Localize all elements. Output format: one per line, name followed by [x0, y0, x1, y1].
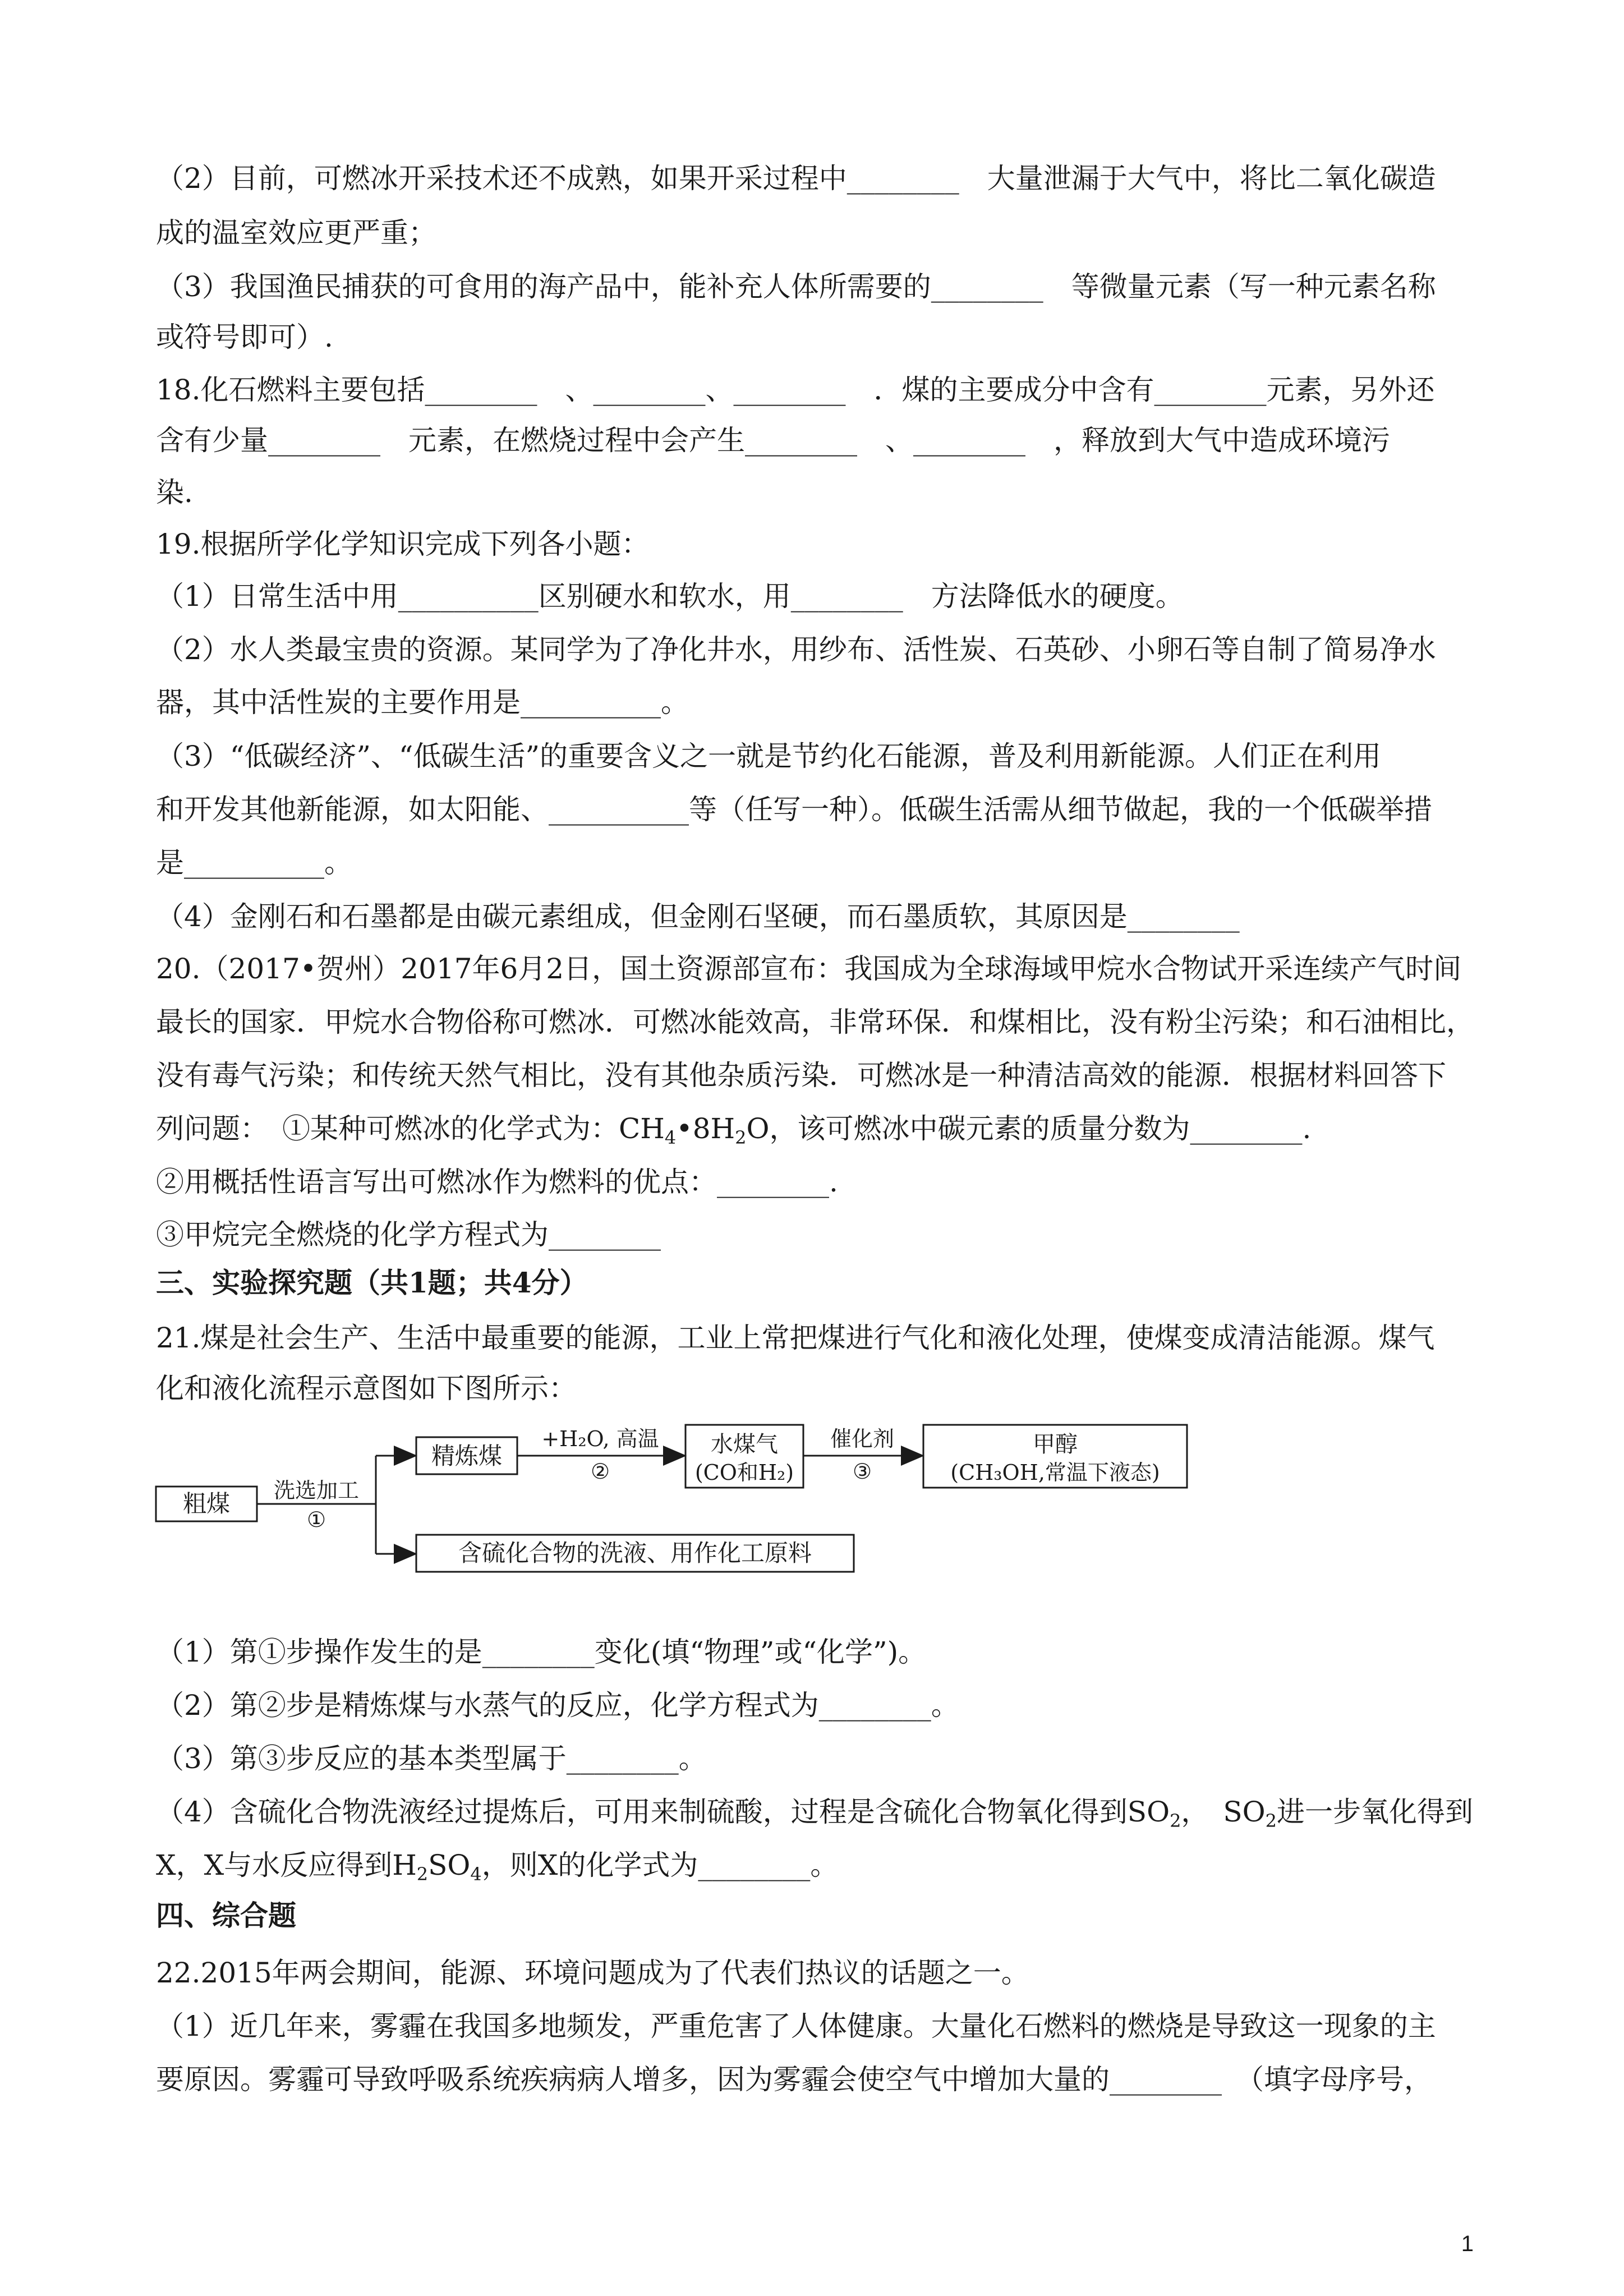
q18-line1: 18.化石燃料主要包括________ 、________、________ ．煤的主要成分中含有________元素，另外还	[156, 374, 1435, 406]
coal-process-flowchart	[151, 1419, 1217, 1582]
methanol-label: 甲醇	[1033, 1432, 1078, 1457]
q21-part4-line2	[156, 1848, 1463, 1885]
step1-label: 洗选加工	[273, 1478, 360, 1503]
page-number: 1	[1461, 2231, 1474, 2256]
q21-part4-line1-sub1: 2	[1170, 1810, 1181, 1832]
q20-line4-sub1: 4	[664, 1127, 677, 1148]
step3-label: 催化剂	[830, 1427, 895, 1451]
q19-title: 19.根据所学化学知识完成下列各小题：	[156, 528, 650, 560]
q19-part2-line2: 器，其中活性炭的主要作用是__________。	[156, 686, 689, 719]
q19-part3-line2: 和开发其他新能源，如太阳能、__________等（任写一种）。低碳生活需从细节做起，我的一个低碳举措	[156, 793, 1432, 826]
water-gas-label: 水煤气	[711, 1432, 778, 1457]
q21-part4-line1-lead: （4）含硫化合物洗液经过提炼后，可用来制硫酸，过程是含硫化合物氧化得到SO	[156, 1796, 1170, 1828]
q20-part2: ②用概括性语言写出可燃冰作为燃料的优点：________.	[156, 1166, 838, 1198]
q22-part1-line1: （1）近几年来，雾霾在我国多地频发，严重危害了人体健康。大量化石燃料的燃烧是导致这一现象的主	[156, 2010, 1436, 2042]
q20-line4	[156, 1112, 1463, 1148]
q17-part3-line2: 或符号即可）.	[156, 321, 333, 353]
q17-part3-line1: （3）我国渔民捕获的可食用的海产品中，能补充人体所需要的________ 等微量元素（写一种元素名称	[156, 270, 1436, 303]
refined-coal-label: 精炼煤	[431, 1442, 503, 1470]
q17-part2-line1: （2）目前，可燃冰开采技术还不成熟，如果开采过程中________ 大量泄漏于大气中，将比二氧化碳造	[156, 162, 1436, 195]
q21-line2: 化和液化流程示意图如下图所示：	[156, 1372, 577, 1405]
q21-part2: （2）第②步是精炼煤与水蒸气的反应，化学方程式为________。	[156, 1689, 959, 1722]
step2-label: +H₂O, 高温	[541, 1427, 659, 1451]
q20-part3: ③甲烷完全燃烧的化学方程式为________	[156, 1218, 661, 1251]
q20-line4-tail: O，该可燃冰中碳元素的质量分数为________.	[746, 1112, 1312, 1145]
step3-number: ③	[852, 1459, 872, 1484]
q21-part4-line2-mid: SO	[428, 1849, 471, 1881]
q21-part4-line1-mid: ， SO	[1181, 1796, 1266, 1828]
q21-part1: （1）第①步操作发生的是________变化(填“物理”或“化学”)。	[156, 1636, 927, 1668]
q21-line1: 21.煤是社会生产、生活中最重要的能源，工业上常把煤进行气化和液化处理，使煤变成清洁能源。煤气	[156, 1322, 1435, 1354]
byproduct-label: 含硫化合物的洗液、用作化工原料	[458, 1539, 812, 1567]
q22-title: 22.2015年两会期间，能源、环境问题成为了代表们热议的话题之一。	[156, 1957, 1029, 1989]
q21-part4-line1-tail: 进一步氧化得到	[1277, 1796, 1474, 1828]
q19-part1: （1）日常生活中用__________区别硬水和软水，用________ 方法降低水的硬度。	[156, 580, 1184, 613]
q21-part4-line1-sub2: 2	[1265, 1810, 1277, 1832]
q21-part4-line2-sub1: 2	[416, 1864, 429, 1885]
q21-part4-line1	[156, 1795, 1474, 1832]
q21-part4-line2-sub2: 4	[470, 1864, 482, 1885]
raw-coal-label: 粗煤	[182, 1490, 231, 1517]
q19-part2-line1: （2）水人类最宝贵的资源。某同学为了净化井水，用纱布、活性炭、石英砂、小卵石等自制了简易净水	[156, 633, 1436, 666]
step1-number: ①	[306, 1507, 326, 1532]
q18-line3: 染.	[156, 476, 193, 509]
q21-part4-line2-tail: ，则X的化学式为________。	[481, 1849, 839, 1881]
q20-line2: 最长的国家．甲烷水合物俗称可燃冰．可燃冰能效高，非常环保．和煤相比，没有粉尘污染；和石油相比，	[156, 1006, 1474, 1038]
water-gas-formula: (CO和H₂)	[694, 1460, 794, 1485]
q21-part4-line2-lead: X，X与水反应得到H	[156, 1849, 417, 1881]
q21-part3: （3）第③步反应的基本类型属于________。	[156, 1742, 707, 1775]
q20-line1: 20.（2017•贺州）2017年6月2日，国土资源部宣布：我国成为全球海域甲烷水合物试开采连续产气时间	[156, 953, 1462, 985]
step2-number: ②	[590, 1459, 610, 1484]
q20-line3: 没有毒气污染；和传统天然气相比，没有其他杂质污染．可燃冰是一种清洁高效的能源．根据材料回答下	[156, 1059, 1446, 1092]
q17-part2-line2: 成的温室效应更严重；	[156, 217, 436, 249]
q19-part3-line3: 是__________。	[156, 846, 352, 879]
q22-part1-line2: 要原因。雾霾可导致呼吸系统疾病病人增多，因为雾霾会使空气中增加大量的________ （填字母序号，	[156, 2063, 1432, 2096]
section-4-heading: 四、综合题	[156, 1899, 296, 1932]
q20-line4-sub2: 2	[735, 1127, 747, 1148]
section-3-heading: 三、实验探究题（共1题；共4分）	[156, 1266, 588, 1299]
q20-line4-lead: 列问题： ①某种可燃冰的化学式为：CH	[156, 1112, 665, 1145]
q19-part3-line1: （3）“低碳经济”、“低碳生活”的重要含义之一就是节约化石能源，普及利用新能源。人们正在利用	[156, 740, 1382, 772]
q18-line2: 含有少量________ 元素，在燃烧过程中会产生________ 、________ ，释放到大气中造成环境污	[156, 424, 1390, 457]
q20-line4-mid: •8H	[676, 1112, 735, 1145]
methanol-formula: (CH₃OH,常温下液态)	[950, 1460, 1160, 1485]
q19-part4: （4）金刚石和石墨都是由碳元素组成，但金刚石坚硬，而石墨质软，其原因是________	[156, 900, 1240, 933]
